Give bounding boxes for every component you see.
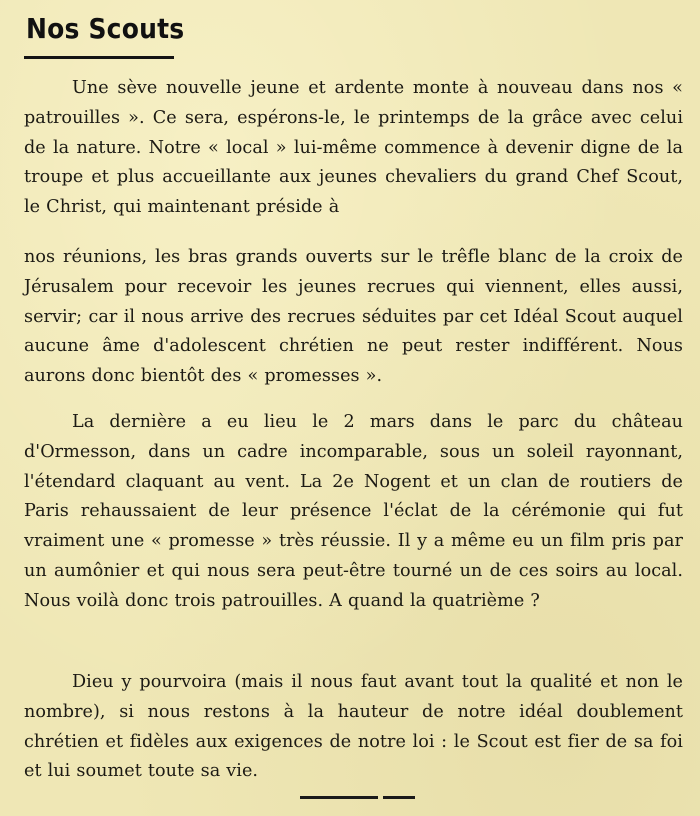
- end-divider-right: [383, 796, 415, 799]
- paragraph-4: Dieu y pourvoira (mais il nous faut avant tout la qualité et non le nombre), si nous restons à la hauteur de notre idéal doublement chrétien et fidèles aux exigences de notre loi : le Scout est fier de sa foi et lui soumet toute sa vie.: [24, 672, 683, 782]
- paragraph-1: Une sève nouvelle jeune et ardente monte à nouveau dans nos « patrouilles ». Ce sera, espérons-le, le printemps de la grâce avec celui de la nature. Notre « local » lui-même commence à devenir digne de la troupe et plus accueillante aux jeunes chevaliers du grand Chef Scout, le Christ, qui maintenant préside à: [24, 78, 683, 218]
- paragraph-2: nos réunions, les bras grands ouverts sur le trêfle blanc de la croix de Jérusalem pour recevoir les jeunes recrues qui viennent, elles aussi, servir; car il nous arrive des recrues séduites par cet Idéal Scout auquel aucune âme d'adolescent chrétien ne peut rester indifférent. Nous aurons donc bientôt des « promesses ».: [24, 247, 683, 387]
- article-title: Nos Scouts: [26, 12, 185, 45]
- title-underline: [24, 56, 174, 59]
- end-divider-left: [300, 796, 378, 799]
- paragraph-3: La dernière a eu lieu le 2 mars dans le parc du château d'Ormesson, dans un cadre incomparable, sous un soleil rayonnant, l'étendard claquant au vent. La 2e Nogent et un clan de routiers de Paris rehaussaient de leur présence l'éclat de la cérémonie qui fut vraiment une « promesse » très réussie. Il y a même eu un film pris par un aumônier et qui nous sera peut-être tourné un de ces soirs au local. Nous voilà donc trois patrouilles. A quand la quatrième ?: [24, 412, 683, 611]
